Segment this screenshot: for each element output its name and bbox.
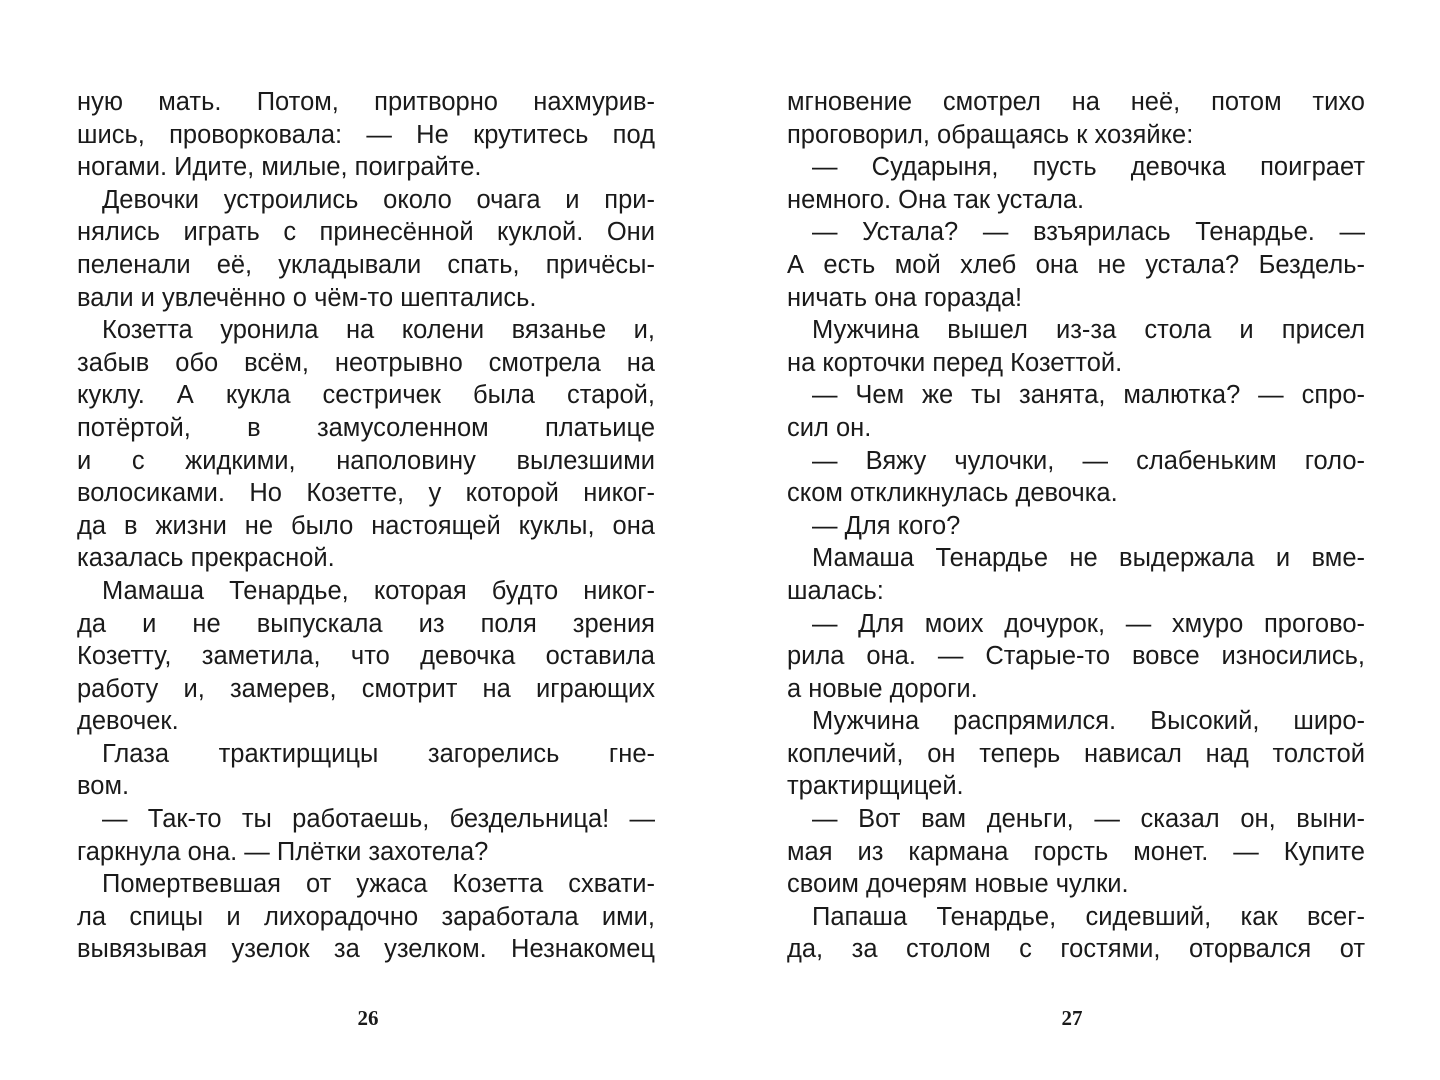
- text-line: — Вяжу чулочки, — слабеньким голо-: [812, 446, 1365, 475]
- left-page-number: 26: [357, 1006, 379, 1030]
- text-line: сил он.: [787, 413, 872, 442]
- text-line: девочек.: [77, 707, 179, 736]
- text-line: проговорил, обращаясь к хозяйке:: [787, 120, 1194, 149]
- text-line: а новые дороги.: [787, 674, 978, 703]
- text-line: шись, проворковала: — Не крутитесь под: [77, 120, 655, 149]
- text-line: трактирщицей.: [787, 772, 964, 801]
- text-line: коплечий, он теперь нависал над толстой: [787, 739, 1365, 768]
- text-line: Мамаша Тенардье не выдержала и вме-: [812, 544, 1365, 573]
- text-line: — Устала? — взъярилась Тенардье. —: [812, 218, 1365, 247]
- text-line: на корточки перед Козеттой.: [787, 348, 1123, 377]
- text-line: мгновение смотрел на неё, потом тихо: [787, 88, 1365, 116]
- text-line: работу и, замерев, смотрит на играющих: [77, 674, 655, 703]
- right-page-number: 27: [1061, 1006, 1083, 1030]
- right-page-text: [787, 86, 1365, 966]
- text-line: Девочки устроились около очага и при-: [102, 185, 655, 214]
- text-line: пеленали её, укладывали спать, причёсы-: [77, 250, 655, 279]
- text-line: мая из кармана горсть монет. — Купите: [787, 837, 1365, 866]
- text-line: — Так-то ты работаешь, бездельница! —: [102, 805, 655, 834]
- left-page-text: [77, 86, 655, 966]
- text-line: да в жизни не было настоящей куклы, она: [77, 511, 655, 540]
- text-line: — Для кого?: [812, 511, 961, 540]
- text-line: — Сударыня, пусть девочка поиграет: [812, 153, 1365, 182]
- text-line: немного. Она так устала.: [787, 185, 1085, 214]
- text-line: ла спицы и лихорадочно заработала ими,: [77, 902, 655, 931]
- text-line: ную мать. Потом, притворно нахмурив-: [77, 88, 655, 116]
- text-line: Глаза трактирщицы загорелись гне-: [102, 739, 655, 768]
- text-line: вом.: [77, 772, 130, 801]
- text-line: да и не выпускала из поля зрения: [77, 609, 655, 638]
- text-line: — Для моих дочурок, — хмуро прогово-: [812, 609, 1365, 638]
- text-line: рила она. — Старые-то вовсе износились,: [787, 642, 1365, 671]
- text-line: Козетту, заметила, что девочка оставила: [77, 642, 655, 671]
- text-line: ничать она горазда!: [787, 283, 1023, 312]
- text-line: своим дочерям новые чулки.: [787, 870, 1129, 899]
- text-line: и с жидкими, наполовину вылезшими: [77, 446, 655, 475]
- text-line: волосиками. Но Козетте, у которой никог-: [77, 479, 655, 508]
- text-line: ском откликнулась девочка.: [787, 479, 1118, 508]
- text-line: потёртой, в замусоленном платьице: [77, 413, 655, 442]
- text-line: — Чем же ты занята, малютка? — спро-: [812, 381, 1365, 410]
- text-line: Папаша Тенардье, сидевший, как всег-: [812, 902, 1365, 931]
- text-line: казалась прекрасной.: [77, 544, 335, 573]
- text-line: гаркнула она. — Плётки захотела?: [77, 837, 489, 866]
- text-line: Помертвевшая от ужаса Козетта схвати-: [102, 870, 655, 899]
- text-line: Мужчина вышел из-за стола и присел: [812, 316, 1365, 345]
- text-line: — Вот вам деньги, — сказал он, выни-: [812, 805, 1365, 834]
- text-line: Мамаша Тенардье, которая будто никог-: [102, 576, 655, 605]
- text-line: шалась:: [787, 576, 884, 605]
- text-line: А есть мой хлеб она не устала? Бездель-: [787, 250, 1365, 279]
- text-line: да, за столом с гостями, оторвался от: [787, 935, 1365, 964]
- text-line: Мужчина распрямился. Высокий, широ-: [812, 707, 1365, 736]
- text-line: забыв обо всём, неотрывно смотрела на: [77, 348, 655, 377]
- text-line: вали и увлечённо о чём-то шептались.: [77, 283, 537, 312]
- text-line: ногами. Идите, милые, поиграйте.: [77, 153, 482, 182]
- text-line: куклу. А кукла сестричек была старой,: [77, 381, 655, 410]
- text-line: Козетта уронила на колени вязанье и,: [102, 316, 655, 345]
- text-line: нялись играть с принесённой куклой. Они: [77, 218, 655, 247]
- text-line: вывязывая узелок за узелком. Незнакомец: [77, 935, 655, 964]
